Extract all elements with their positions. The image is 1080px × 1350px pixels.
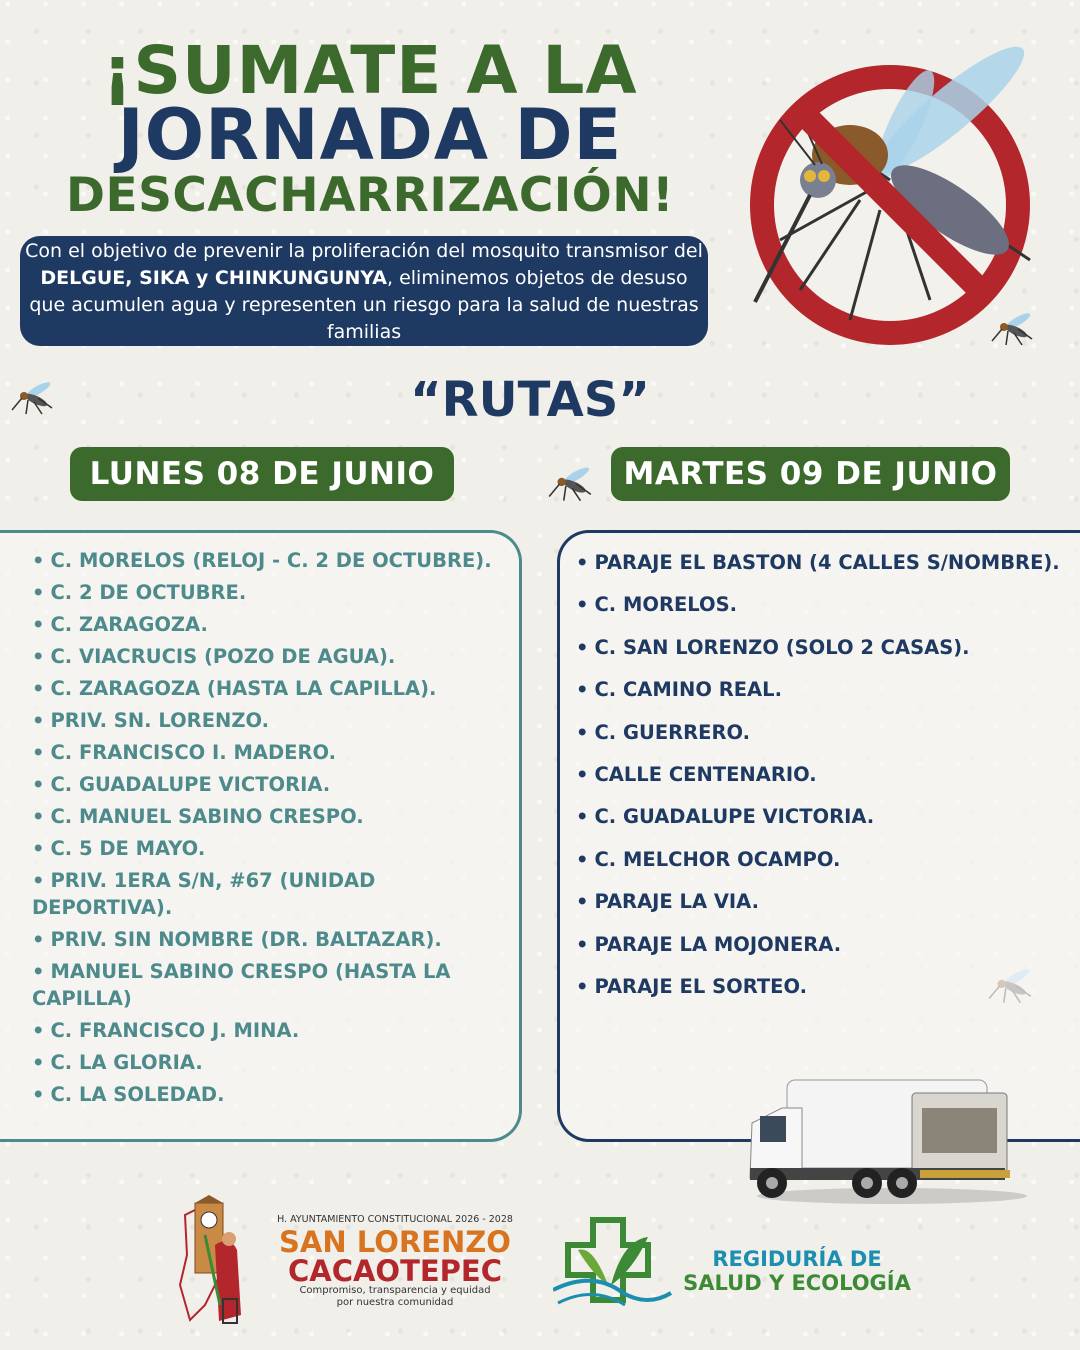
route-item-text: C. 2 DE OCTUBRE. bbox=[50, 581, 247, 604]
route-item-text: CALLE CENTENARIO. bbox=[594, 762, 817, 786]
bullet-icon: • bbox=[32, 1019, 45, 1042]
route-item bbox=[32, 579, 519, 606]
regiduria-line1: REGIDURÍA DE bbox=[712, 1247, 882, 1271]
municipality-name-line2: CACAOTEPEC bbox=[287, 1254, 503, 1288]
mosquito-icon bbox=[988, 303, 1036, 355]
route-item-text: MANUEL SABINO CRESPO (HASTA LA CAPILLA) bbox=[32, 960, 451, 1010]
municipality-small-text: H. AYUNTAMIENTO CONSTITUCIONAL 2026 - 2028 bbox=[277, 1214, 513, 1225]
route-item-text: PARAJE EL BASTON (4 CALLES S/NOMBRE). bbox=[594, 551, 1060, 574]
bullet-icon: • bbox=[32, 741, 45, 764]
route-item bbox=[576, 676, 1080, 703]
title-line-3: DESCACHARRIZACIÓN! bbox=[65, 168, 675, 223]
route-item-text: C. ZARAGOZA. bbox=[50, 613, 208, 636]
route-item bbox=[576, 761, 1080, 788]
route-item-text: C. VIACRUCIS (POZO DE AGUA). bbox=[50, 645, 396, 668]
intro-text-part2: , eliminemos objetos de desuso que acumulen agua y representen un riesgo para la salud de nuestras familias bbox=[29, 267, 699, 343]
bullet-icon: • bbox=[576, 678, 589, 702]
day-2-routes-box bbox=[557, 530, 1080, 1142]
bullet-icon: • bbox=[32, 805, 45, 828]
route-item bbox=[32, 739, 519, 766]
health-cross-icon bbox=[553, 1215, 673, 1315]
bullet-icon: • bbox=[32, 581, 45, 604]
bullet-icon: • bbox=[576, 720, 589, 744]
route-item-text: C. MANUEL SABINO CRESPO. bbox=[50, 805, 364, 828]
route-item bbox=[32, 771, 519, 798]
route-item bbox=[32, 1081, 519, 1108]
route-item-text: C. MELCHOR OCAMPO. bbox=[594, 847, 841, 871]
bullet-icon: • bbox=[576, 762, 589, 786]
route-item bbox=[32, 835, 519, 862]
route-item-text: C. ZARAGOZA (HASTA LA CAPILLA). bbox=[50, 677, 437, 700]
title-line-1: ¡SUMATE A LA bbox=[102, 32, 638, 109]
route-item bbox=[32, 675, 519, 702]
route-item-text: C. MORELOS (RELOJ - C. 2 DE OCTUBRE). bbox=[50, 549, 492, 572]
intro-text-part1: Con el objetivo de prevenir la proliferación del mosquito transmisor del bbox=[25, 240, 703, 262]
mosquito-icon bbox=[8, 378, 56, 418]
route-item-text: C. LA SOLEDAD. bbox=[50, 1083, 225, 1106]
bullet-icon: • bbox=[32, 645, 45, 668]
route-item bbox=[576, 549, 1080, 576]
route-item bbox=[32, 611, 519, 638]
route-item-text: PARAJE LA MOJONERA. bbox=[594, 932, 842, 956]
bullet-icon: • bbox=[576, 635, 589, 659]
regiduria-line2: SALUD Y ECOLOGÍA bbox=[683, 1271, 911, 1295]
bullet-icon: • bbox=[32, 1083, 45, 1106]
route-item-text: PRIV. 1ERA S/N, #67 (UNIDAD DEPORTIVA). bbox=[32, 869, 376, 919]
intro-box bbox=[20, 236, 708, 346]
day-2-route-list bbox=[576, 549, 1080, 1000]
route-item bbox=[576, 846, 1080, 873]
route-item bbox=[32, 643, 519, 670]
bullet-icon: • bbox=[32, 773, 45, 796]
route-item bbox=[576, 719, 1080, 746]
day-2-label: MARTES 09 DE JUNIO bbox=[611, 447, 1010, 501]
route-item bbox=[32, 547, 519, 574]
bullet-icon: • bbox=[32, 928, 45, 951]
bullet-icon: • bbox=[32, 869, 45, 892]
municipality-name-line1: SAN LORENZO bbox=[279, 1225, 511, 1259]
route-item-text: PARAJE EL SORTEO. bbox=[594, 974, 808, 998]
bullet-icon: • bbox=[576, 805, 589, 829]
bullet-icon: • bbox=[576, 551, 589, 574]
bullet-icon: • bbox=[32, 1051, 45, 1074]
route-item bbox=[576, 634, 1080, 661]
bullet-icon: • bbox=[32, 549, 45, 572]
mosquito-icon bbox=[545, 458, 595, 510]
title-line-2: JORNADA DE bbox=[117, 94, 623, 176]
route-item-text: C. MORELOS. bbox=[594, 593, 738, 617]
municipality-tagline-1: Compromiso, transparencia y equidad bbox=[299, 1285, 491, 1296]
route-item bbox=[32, 803, 519, 830]
route-item-text: C. LA GLORIA. bbox=[50, 1051, 203, 1074]
route-item bbox=[32, 867, 519, 921]
day-1-routes-box bbox=[0, 530, 522, 1142]
bullet-icon: • bbox=[32, 613, 45, 636]
bullet-icon: • bbox=[576, 890, 589, 914]
route-item bbox=[576, 931, 1080, 958]
route-item bbox=[32, 1049, 519, 1076]
route-item bbox=[576, 591, 1080, 618]
route-item-text: C. FRANCISCO J. MINA. bbox=[50, 1019, 300, 1042]
route-item bbox=[32, 926, 519, 953]
day-1-label: LUNES 08 DE JUNIO bbox=[70, 447, 454, 501]
route-item bbox=[576, 803, 1080, 830]
route-item bbox=[576, 973, 1080, 1000]
bullet-icon: • bbox=[32, 837, 45, 860]
intro-highlight: DELGUE, SIKA y CHINKUNGUNYA bbox=[40, 267, 387, 289]
route-item-text: C. CAMINO REAL. bbox=[594, 678, 782, 702]
bullet-icon: • bbox=[576, 593, 589, 617]
bullet-icon: • bbox=[576, 847, 589, 871]
routes-title: “RUTAS” bbox=[410, 372, 650, 428]
route-item-text: C. SAN LORENZO (SOLO 2 CASAS). bbox=[594, 635, 970, 659]
route-item bbox=[576, 888, 1080, 915]
route-item-text: C. FRANCISCO I. MADERO. bbox=[50, 741, 337, 764]
route-item-text: PRIV. SN. LORENZO. bbox=[50, 709, 270, 732]
municipality-tagline-2: por nuestra comunidad bbox=[336, 1297, 454, 1308]
route-item-text: C. GUERRERO. bbox=[594, 720, 751, 744]
route-item-text: C. GUADALUPE VICTORIA. bbox=[50, 773, 331, 796]
bullet-icon: • bbox=[576, 932, 589, 956]
bullet-icon: • bbox=[32, 709, 45, 732]
route-item-text: C. GUADALUPE VICTORIA. bbox=[594, 805, 875, 829]
bullet-icon: • bbox=[32, 677, 45, 700]
route-item-text: PRIV. SIN NOMBRE (DR. BALTAZAR). bbox=[50, 928, 442, 951]
garbage-truck-icon bbox=[742, 1068, 1027, 1208]
route-item bbox=[32, 1017, 519, 1044]
day-1-route-list bbox=[32, 547, 519, 1108]
route-item-text: C. 5 DE MAYO. bbox=[50, 837, 206, 860]
route-item bbox=[32, 707, 519, 734]
route-item-text: PARAJE LA VIA. bbox=[594, 890, 760, 914]
municipality-tagline bbox=[270, 1285, 520, 1309]
route-item bbox=[32, 958, 519, 1012]
bullet-icon: • bbox=[32, 960, 45, 983]
bullet-icon: • bbox=[576, 974, 589, 998]
